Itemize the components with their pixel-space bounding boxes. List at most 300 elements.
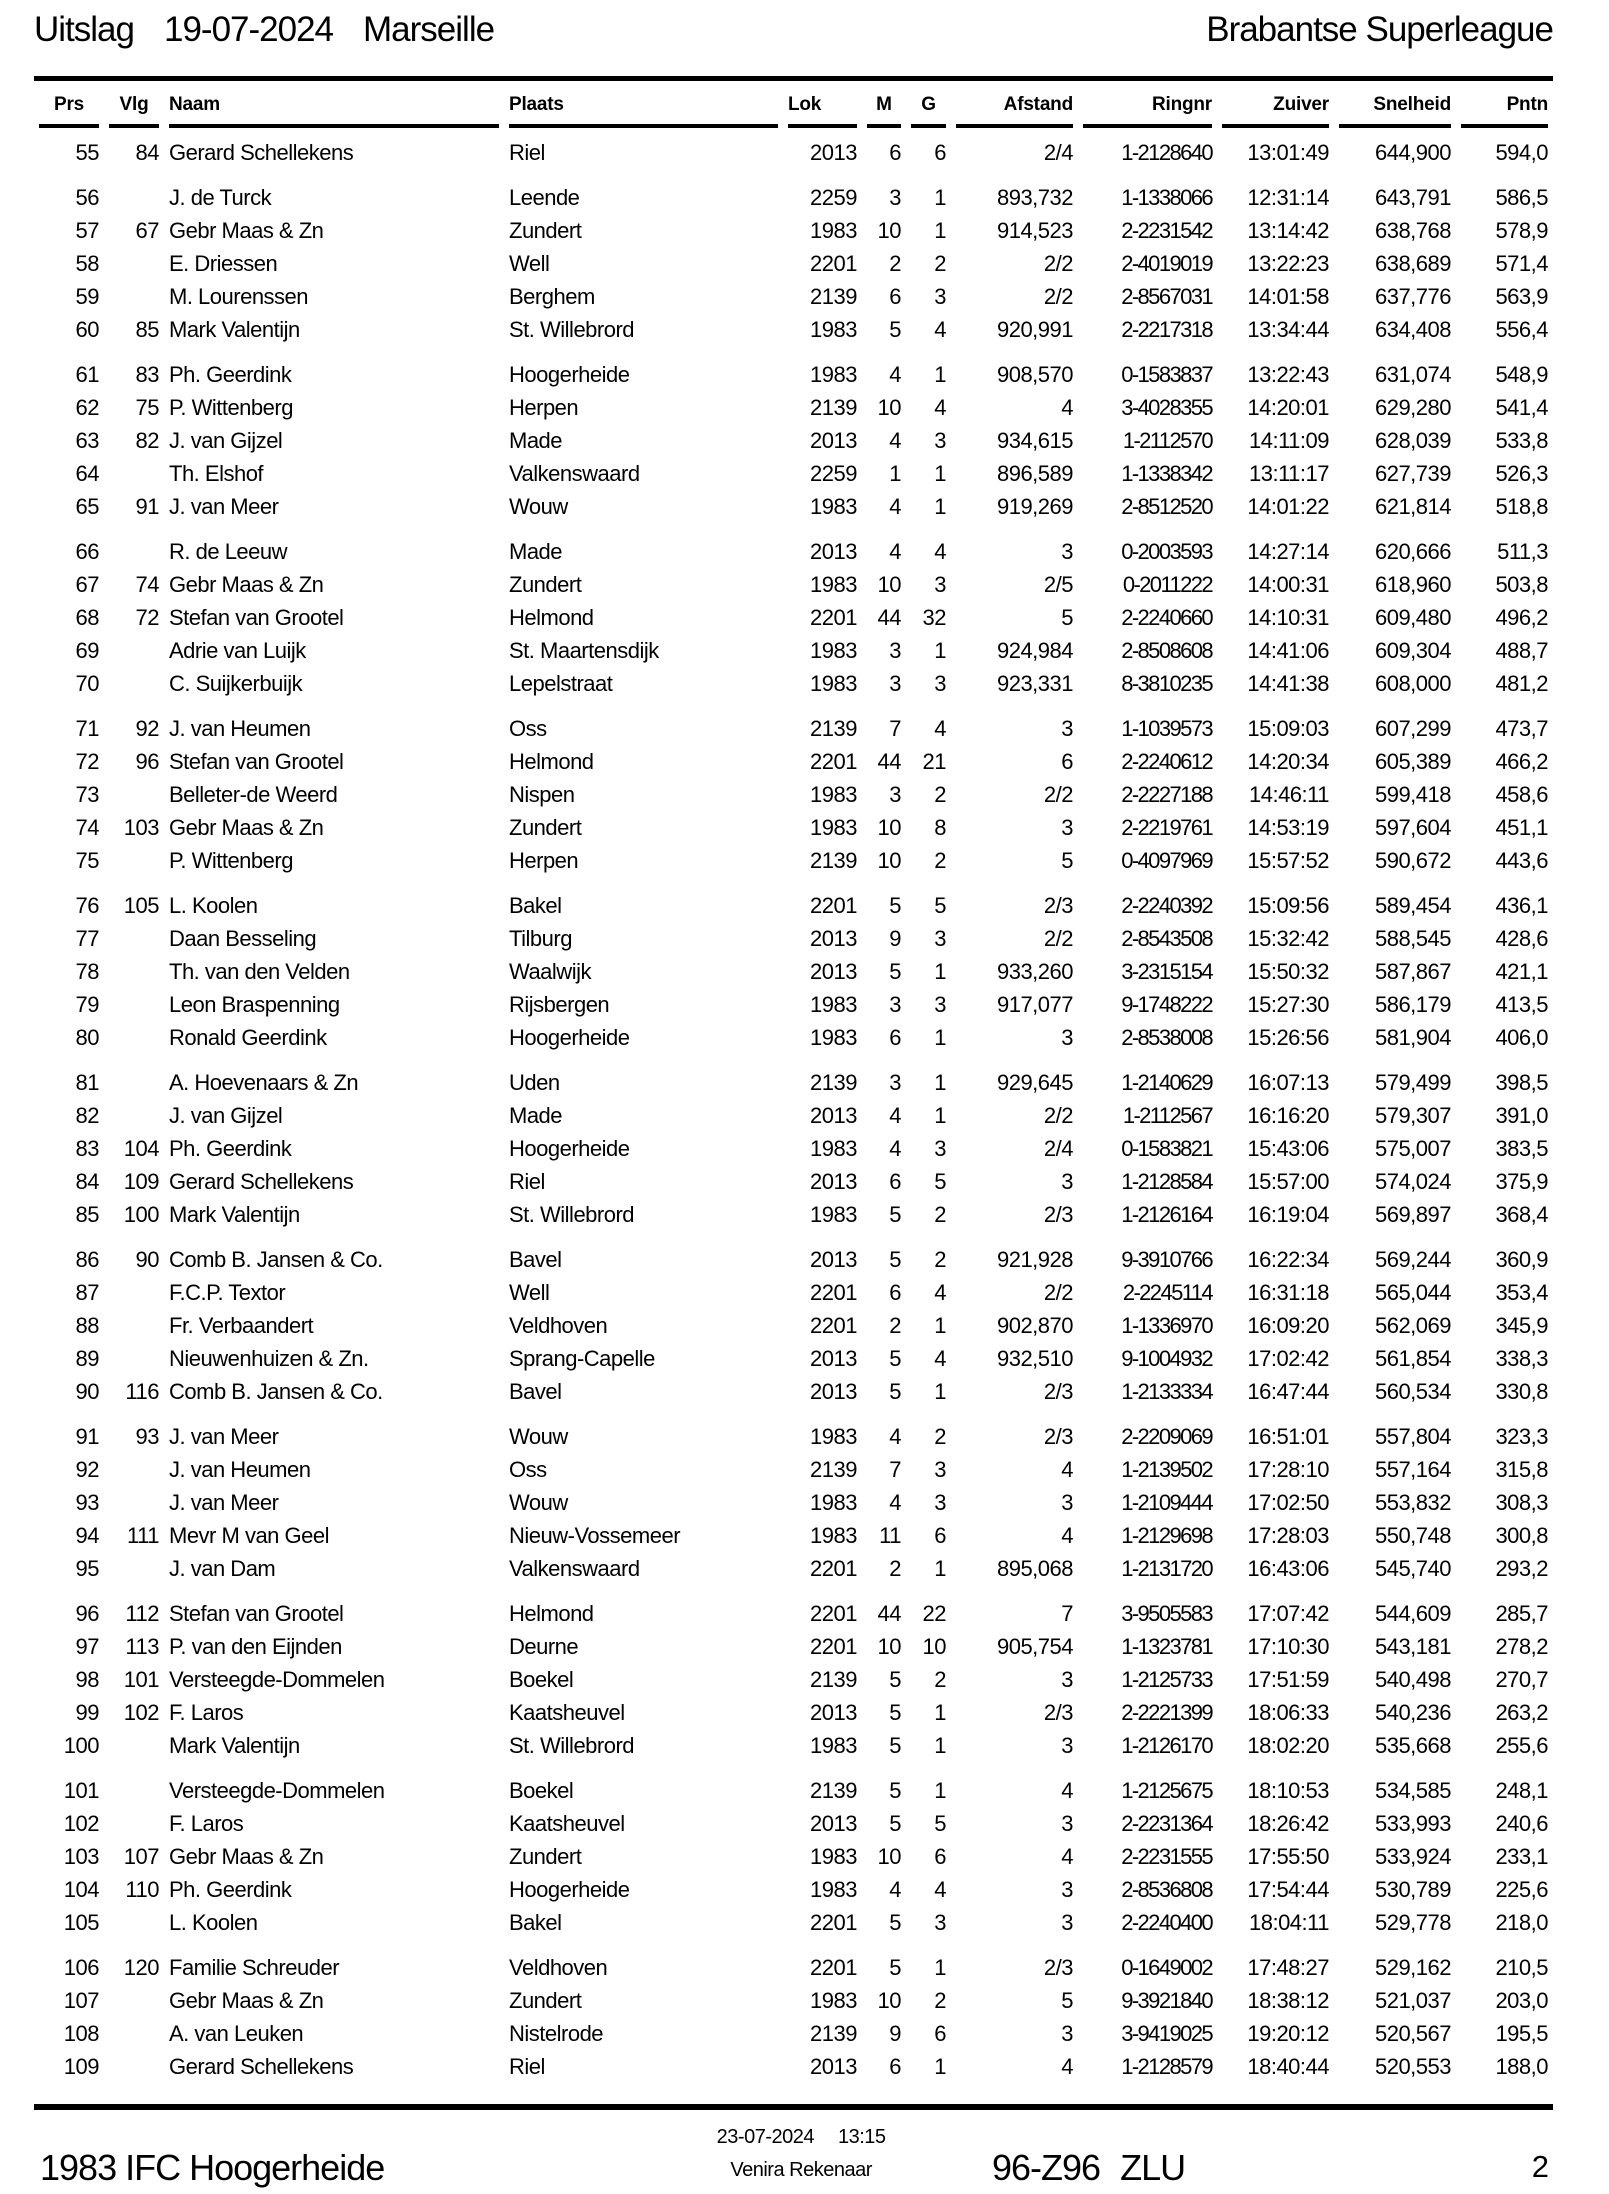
cell-pntn: 594,0	[1495, 140, 1548, 165]
result-row	[34, 1100, 1553, 1133]
cell-m: 10	[877, 1634, 901, 1659]
cell-zuiver: 18:10:53	[1247, 1778, 1329, 1803]
header-rule	[34, 76, 1553, 81]
cell-g: 1	[934, 185, 946, 210]
cell-pntn: 293,2	[1495, 1556, 1548, 1581]
cell-pntn: 458,6	[1495, 782, 1548, 807]
cell-prs: 107	[63, 1988, 99, 2013]
cell-vlg: 107	[123, 1844, 159, 1869]
cell-vlg: 102	[123, 1700, 159, 1725]
cell-snelheid: 643,791	[1374, 185, 1451, 210]
cell-snelheid: 529,162	[1374, 1955, 1451, 1980]
cell-plaats: Hoogerheide	[509, 1877, 630, 1902]
cell-ringnr: 1-1323781	[1121, 1634, 1212, 1659]
cell-snelheid: 550,748	[1374, 1523, 1451, 1548]
cell-lok: 2013	[810, 1169, 857, 1194]
cell-afstand: 4	[1061, 395, 1073, 420]
cell-snelheid: 520,553	[1374, 2054, 1451, 2079]
cell-prs: 85	[75, 1202, 99, 1227]
cell-g: 3	[934, 428, 946, 453]
cell-ringnr: 0-2011222	[1122, 572, 1212, 597]
cell-g: 1	[934, 1955, 946, 1980]
cell-m: 6	[889, 2054, 901, 2079]
cell-vlg	[104, 1553, 164, 1586]
cell-g: 2	[934, 1424, 946, 1449]
cell-naam: J. van Gijzel	[169, 428, 283, 453]
cell-prs: 55	[75, 140, 99, 165]
cell-zuiver: 15:26:56	[1247, 1025, 1329, 1050]
cell-zuiver: 12:31:14	[1247, 185, 1329, 210]
cell-pntn: 255,6	[1495, 1733, 1548, 1758]
cell-lok: 2013	[810, 539, 857, 564]
cell-plaats: Made	[509, 539, 563, 564]
cell-ringnr: 9-3921840	[1121, 1988, 1212, 2013]
result-row	[34, 1310, 1553, 1343]
cell-naam: Ph. Geerdink	[169, 362, 292, 387]
cell-afstand: 3	[1061, 1169, 1073, 1194]
cell-snelheid: 605,389	[1374, 749, 1451, 774]
cell-m: 6	[889, 1169, 901, 1194]
cell-zuiver: 14:27:14	[1247, 539, 1329, 564]
cell-naam: J. van Meer	[169, 1424, 279, 1449]
cell-vlg: 103	[123, 815, 159, 840]
cell-vlg: 109	[123, 1169, 159, 1194]
cell-m: 1	[889, 461, 901, 486]
cell-m: 3	[889, 638, 901, 663]
cell-vlg	[104, 989, 164, 1022]
race-location: Marseille	[363, 10, 495, 49]
cell-afstand: 2/3	[1043, 1424, 1073, 1449]
result-row	[34, 1409, 1553, 1454]
cell-vlg	[104, 2051, 164, 2084]
cell-lok: 2013	[810, 1700, 857, 1725]
cell-lok: 1983	[810, 1733, 857, 1758]
cell-ringnr: 2-2240612	[1121, 749, 1212, 774]
cell-afstand: 4	[1061, 1457, 1073, 1482]
cell-naam: Gerard Schellekens	[169, 2054, 354, 2079]
cell-naam: J. van Meer	[169, 1490, 279, 1515]
cell-plaats: Valkenswaard	[509, 1556, 640, 1581]
cell-g: 1	[934, 638, 946, 663]
cell-pntn: 300,8	[1495, 1523, 1548, 1548]
result-row	[34, 779, 1553, 812]
cell-ringnr: 0-1649002	[1121, 1955, 1212, 1980]
cell-vlg: 67	[135, 218, 159, 243]
cell-snelheid: 521,037	[1374, 1988, 1451, 2013]
result-row	[34, 314, 1553, 347]
cell-g: 1	[934, 1313, 946, 1338]
cell-zuiver: 14:20:01	[1247, 395, 1329, 420]
result-row	[34, 1133, 1553, 1166]
cell-zuiver: 15:43:06	[1247, 1136, 1329, 1161]
cell-lok: 2139	[810, 848, 857, 873]
cell-prs: 72	[75, 749, 99, 774]
cell-pntn: 315,8	[1495, 1457, 1548, 1482]
cell-pntn: 398,5	[1495, 1070, 1548, 1095]
cell-naam: Leon Braspenning	[169, 992, 340, 1017]
cell-ringnr: 2-2219761	[1121, 815, 1212, 840]
cell-pntn: 413,5	[1495, 992, 1548, 1017]
report-header	[34, 10, 1553, 50]
cell-prs: 79	[75, 992, 99, 1017]
cell-naam: Ph. Geerdink	[169, 1136, 292, 1161]
cell-prs: 61	[75, 362, 99, 387]
cell-g: 3	[934, 926, 946, 951]
cell-m: 44	[877, 605, 901, 630]
cell-plaats: Bavel	[509, 1247, 562, 1272]
cell-m: 5	[889, 1202, 901, 1227]
cell-g: 4	[934, 1346, 946, 1371]
result-row	[34, 425, 1553, 458]
cell-pntn: 210,5	[1495, 1955, 1548, 1980]
cell-snelheid: 530,789	[1374, 1877, 1451, 1902]
cell-naam: L. Koolen	[169, 1910, 258, 1935]
cell-pntn: 451,1	[1495, 815, 1548, 840]
cell-m: 4	[889, 539, 901, 564]
cell-naam: Gebr Maas & Zn	[169, 815, 324, 840]
doc-type-label: Uitslag	[34, 10, 134, 49]
result-row	[34, 701, 1553, 746]
cell-pntn: 563,9	[1495, 284, 1548, 309]
cell-lok: 2013	[810, 428, 857, 453]
cell-vlg	[104, 635, 164, 668]
cell-afstand: 921,928	[996, 1247, 1073, 1272]
cell-prs: 73	[75, 782, 99, 807]
cell-zuiver: 16:43:06	[1247, 1556, 1329, 1581]
result-row	[34, 1055, 1553, 1100]
cell-g: 1	[934, 1556, 946, 1581]
cell-m: 5	[889, 1733, 901, 1758]
cell-naam: F. Laros	[169, 1700, 244, 1725]
cell-lok: 2201	[810, 1910, 857, 1935]
cell-vlg: 85	[135, 317, 159, 342]
cell-zuiver: 17:10:30	[1247, 1634, 1329, 1659]
cell-afstand: 5	[1061, 1988, 1073, 2013]
cell-ringnr: 1-2125675	[1121, 1778, 1212, 1803]
cell-afstand: 2/2	[1043, 284, 1073, 309]
cell-naam: J. van Gijzel	[169, 1103, 283, 1128]
cell-zuiver: 16:16:20	[1247, 1103, 1329, 1128]
cell-snelheid: 634,408	[1374, 317, 1451, 342]
cell-plaats: Leende	[509, 185, 580, 210]
cell-naam: Nieuwenhuizen & Zn.	[169, 1346, 369, 1371]
cell-prs: 99	[75, 1700, 99, 1725]
cell-lok: 2139	[810, 1778, 857, 1803]
cell-ringnr: 1-1338342	[1121, 461, 1212, 486]
cell-m: 5	[889, 1955, 901, 1980]
cell-afstand: 3	[1061, 1811, 1073, 1836]
cell-prs: 109	[63, 2054, 99, 2079]
cell-prs: 64	[75, 461, 99, 486]
cell-vlg	[104, 1763, 164, 1808]
cell-ringnr: 8-3810235	[1121, 671, 1212, 696]
cell-g: 8	[934, 815, 946, 840]
cell-snelheid: 543,181	[1374, 1634, 1451, 1659]
cell-zuiver: 15:57:00	[1247, 1169, 1329, 1194]
cell-prs: 90	[75, 1379, 99, 1404]
cell-ringnr: 1-2126164	[1121, 1202, 1212, 1227]
cell-pntn: 195,5	[1495, 2021, 1548, 2046]
cell-ringnr: 9-1748222	[1121, 992, 1212, 1017]
result-row	[34, 128, 1553, 170]
cell-prs: 66	[75, 539, 99, 564]
cell-zuiver: 16:47:44	[1247, 1379, 1329, 1404]
cell-g: 3	[934, 992, 946, 1017]
cell-pntn: 353,4	[1495, 1280, 1548, 1305]
cell-vlg	[104, 1055, 164, 1100]
cell-lok: 1983	[810, 671, 857, 696]
cell-plaats: Bavel	[509, 1379, 562, 1404]
cell-prs: 57	[75, 218, 99, 243]
cell-m: 4	[889, 1490, 901, 1515]
cell-vlg: 110	[125, 1877, 159, 1902]
cell-pntn: 218,0	[1495, 1910, 1548, 1935]
cell-afstand: 4	[1061, 1778, 1073, 1803]
cell-lok: 2201	[810, 1601, 857, 1626]
cell-lok: 2013	[810, 926, 857, 951]
cell-g: 1	[934, 1778, 946, 1803]
cell-zuiver: 17:02:42	[1247, 1346, 1329, 1371]
cell-m: 10	[877, 848, 901, 873]
cell-pntn: 548,9	[1495, 362, 1548, 387]
cell-snelheid: 628,039	[1374, 428, 1451, 453]
cell-ringnr: 2-2231542	[1121, 218, 1212, 243]
cell-plaats: Nieuw-Vossemeer	[509, 1523, 681, 1548]
cell-plaats: Riel	[509, 140, 545, 165]
cell-pntn: 330,8	[1495, 1379, 1548, 1404]
cell-plaats: Herpen	[509, 848, 579, 873]
report-title-left	[34, 10, 494, 50]
cell-prs: 59	[75, 284, 99, 309]
cell-lok: 1983	[810, 572, 857, 597]
cell-naam: Versteegde-Dommelen	[169, 1667, 385, 1692]
cell-vlg: 120	[123, 1955, 159, 1980]
cell-snelheid: 644,900	[1374, 140, 1451, 165]
results-header-row	[34, 92, 1553, 128]
cell-afstand: 2/2	[1043, 926, 1073, 951]
cell-g: 2	[934, 251, 946, 276]
cell-lok: 2013	[810, 1346, 857, 1371]
cell-m: 3	[889, 671, 901, 696]
cell-vlg	[104, 845, 164, 878]
cell-lok: 2139	[810, 2021, 857, 2046]
cell-pntn: 556,4	[1495, 317, 1548, 342]
cell-plaats: Riel	[509, 1169, 545, 1194]
cell-prs: 71	[75, 716, 99, 741]
cell-prs: 100	[63, 1733, 99, 1758]
cell-m: 10	[877, 218, 901, 243]
cell-snelheid: 629,280	[1374, 395, 1451, 420]
cell-g: 1	[934, 461, 946, 486]
cell-zuiver: 16:07:13	[1247, 1070, 1329, 1095]
cell-plaats: Herpen	[509, 395, 579, 420]
cell-g: 6	[934, 140, 946, 165]
cell-g: 1	[934, 1700, 946, 1725]
cell-m: 4	[889, 1424, 901, 1449]
cell-naam: E. Driessen	[169, 251, 278, 276]
cell-naam: Adrie van Luijk	[169, 638, 306, 663]
cell-naam: P. Wittenberg	[169, 395, 293, 420]
cell-lok: 1983	[810, 1424, 857, 1449]
cell-lok: 2013	[810, 1811, 857, 1836]
cell-plaats: St. Maartensdijk	[509, 638, 659, 663]
cell-snelheid: 569,897	[1374, 1202, 1451, 1227]
cell-lok: 2201	[810, 605, 857, 630]
cell-snelheid: 557,164	[1374, 1457, 1451, 1482]
cell-vlg: 90	[135, 1247, 159, 1272]
cell-afstand: 2/2	[1043, 1103, 1073, 1128]
cell-g: 4	[934, 539, 946, 564]
cell-afstand: 2/3	[1043, 1955, 1073, 1980]
cell-m: 5	[889, 1667, 901, 1692]
cell-prs: 86	[75, 1247, 99, 1272]
cell-plaats: Nistelrode	[509, 2021, 604, 2046]
cell-lok: 1983	[810, 1202, 857, 1227]
cell-afstand: 3	[1061, 1667, 1073, 1692]
cell-vlg: 104	[123, 1136, 159, 1161]
cell-m: 10	[877, 1844, 901, 1869]
cell-pntn: 323,3	[1495, 1424, 1548, 1449]
result-row	[34, 1664, 1553, 1697]
cell-m: 11	[879, 1523, 901, 1548]
cell-g: 1	[934, 362, 946, 387]
cell-zuiver: 15:27:30	[1247, 992, 1329, 1017]
cell-snelheid: 588,545	[1374, 926, 1451, 951]
cell-naam: Daan Besseling	[169, 926, 317, 951]
cell-snelheid: 565,044	[1374, 1280, 1451, 1305]
cell-ringnr: 0-1583821	[1121, 1136, 1212, 1161]
cell-lok: 1983	[810, 1877, 857, 1902]
results-table	[34, 92, 1553, 2084]
cell-ringnr: 0-1583837	[1121, 362, 1212, 387]
cell-pntn: 488,7	[1495, 638, 1548, 663]
cell-plaats: Tilburg	[509, 926, 572, 951]
cell-prs: 67	[75, 572, 99, 597]
cell-prs: 92	[75, 1457, 99, 1482]
cell-snelheid: 557,804	[1374, 1424, 1451, 1449]
cell-snelheid: 637,776	[1374, 284, 1451, 309]
cell-ringnr: 2-8543508	[1121, 926, 1212, 951]
cell-pntn: 428,6	[1495, 926, 1548, 951]
cell-prs: 68	[75, 605, 99, 630]
cell-ringnr: 1-1336970	[1121, 1313, 1212, 1338]
cell-g: 21	[922, 749, 946, 774]
cell-prs: 87	[75, 1280, 99, 1305]
cell-snelheid: 631,074	[1374, 362, 1451, 387]
cell-afstand: 3	[1061, 716, 1073, 741]
cell-ringnr: 2-2240392	[1121, 893, 1212, 918]
cell-plaats: St. Willebrord	[509, 1733, 635, 1758]
cell-afstand: 2/3	[1043, 893, 1073, 918]
cell-naam: Th. Elshof	[169, 461, 264, 486]
cell-lok: 1983	[810, 1844, 857, 1869]
cell-vlg: 112	[125, 1601, 159, 1626]
cell-afstand: 3	[1061, 539, 1073, 564]
cell-zuiver: 17:28:03	[1247, 1523, 1329, 1548]
cell-afstand: 3	[1061, 815, 1073, 840]
result-row	[34, 1487, 1553, 1520]
cell-plaats: Veldhoven	[509, 1955, 608, 1980]
cell-m: 4	[889, 494, 901, 519]
cell-zuiver: 17:02:50	[1247, 1490, 1329, 1515]
cell-snelheid: 579,307	[1374, 1103, 1451, 1128]
cell-plaats: Hoogerheide	[509, 1136, 630, 1161]
cell-vlg	[104, 779, 164, 812]
cell-prs: 70	[75, 671, 99, 696]
cell-pntn: 345,9	[1495, 1313, 1548, 1338]
result-row	[34, 1985, 1553, 2018]
cell-plaats: Zundert	[509, 572, 582, 597]
cell-plaats: Hoogerheide	[509, 1025, 630, 1050]
cell-afstand: 3	[1061, 1877, 1073, 1902]
cell-plaats: Zundert	[509, 815, 582, 840]
cell-pntn: 481,2	[1495, 671, 1548, 696]
cell-prs: 96	[75, 1601, 99, 1626]
cell-zuiver: 14:53:19	[1247, 815, 1329, 840]
result-row	[34, 1907, 1553, 1940]
cell-ringnr: 3-9419025	[1121, 2021, 1212, 2046]
cell-m: 6	[889, 140, 901, 165]
cell-zuiver: 17:54:44	[1247, 1877, 1329, 1902]
cell-g: 3	[934, 572, 946, 597]
footer-rule	[34, 2104, 1553, 2110]
cell-afstand: 3	[1061, 1733, 1073, 1758]
cell-g: 4	[934, 1280, 946, 1305]
cell-snelheid: 560,534	[1374, 1379, 1451, 1404]
cell-g: 1	[934, 1379, 946, 1404]
cell-prs: 56	[75, 185, 99, 210]
cell-zuiver: 15:32:42	[1247, 926, 1329, 951]
cell-afstand: 2/2	[1043, 251, 1073, 276]
cell-prs: 93	[75, 1490, 99, 1515]
cell-prs: 65	[75, 494, 99, 519]
cell-afstand: 3	[1061, 2021, 1073, 2046]
cell-snelheid: 534,585	[1374, 1778, 1451, 1803]
cell-ringnr: 2-2209069	[1121, 1424, 1212, 1449]
cell-g: 2	[934, 1202, 946, 1227]
cell-plaats: Boekel	[509, 1778, 574, 1803]
cell-naam: Familie Schreuder	[169, 1955, 340, 1980]
cell-g: 22	[922, 1601, 946, 1626]
cell-prs: 62	[75, 395, 99, 420]
cell-zuiver: 15:09:03	[1247, 716, 1329, 741]
cell-pntn: 263,2	[1495, 1700, 1548, 1725]
cell-m: 2	[889, 251, 901, 276]
cell-pntn: 188,0	[1495, 2054, 1548, 2079]
column-header-m: M	[862, 92, 906, 128]
cell-prs: 82	[75, 1103, 99, 1128]
cell-naam: Gebr Maas & Zn	[169, 1844, 324, 1869]
cell-snelheid: 620,666	[1374, 539, 1451, 564]
result-row	[34, 746, 1553, 779]
cell-vlg	[104, 1808, 164, 1841]
cell-snelheid: 579,499	[1374, 1070, 1451, 1095]
result-row	[34, 392, 1553, 425]
cell-prs: 102	[63, 1811, 99, 1836]
cell-ringnr: 2-8567031	[1121, 284, 1212, 309]
cell-m: 2	[889, 1556, 901, 1581]
cell-naam: Stefan van Grootel	[169, 605, 344, 630]
cell-plaats: Kaatsheuvel	[509, 1700, 625, 1725]
cell-ringnr: 2-8508608	[1121, 638, 1212, 663]
cell-g: 3	[934, 1136, 946, 1161]
result-row	[34, 602, 1553, 635]
cell-pntn: 233,1	[1495, 1844, 1548, 1869]
cell-snelheid: 575,007	[1374, 1136, 1451, 1161]
cell-zuiver: 13:11:17	[1248, 461, 1329, 486]
cell-snelheid: 533,924	[1374, 1844, 1451, 1869]
cell-lok: 1983	[810, 317, 857, 342]
